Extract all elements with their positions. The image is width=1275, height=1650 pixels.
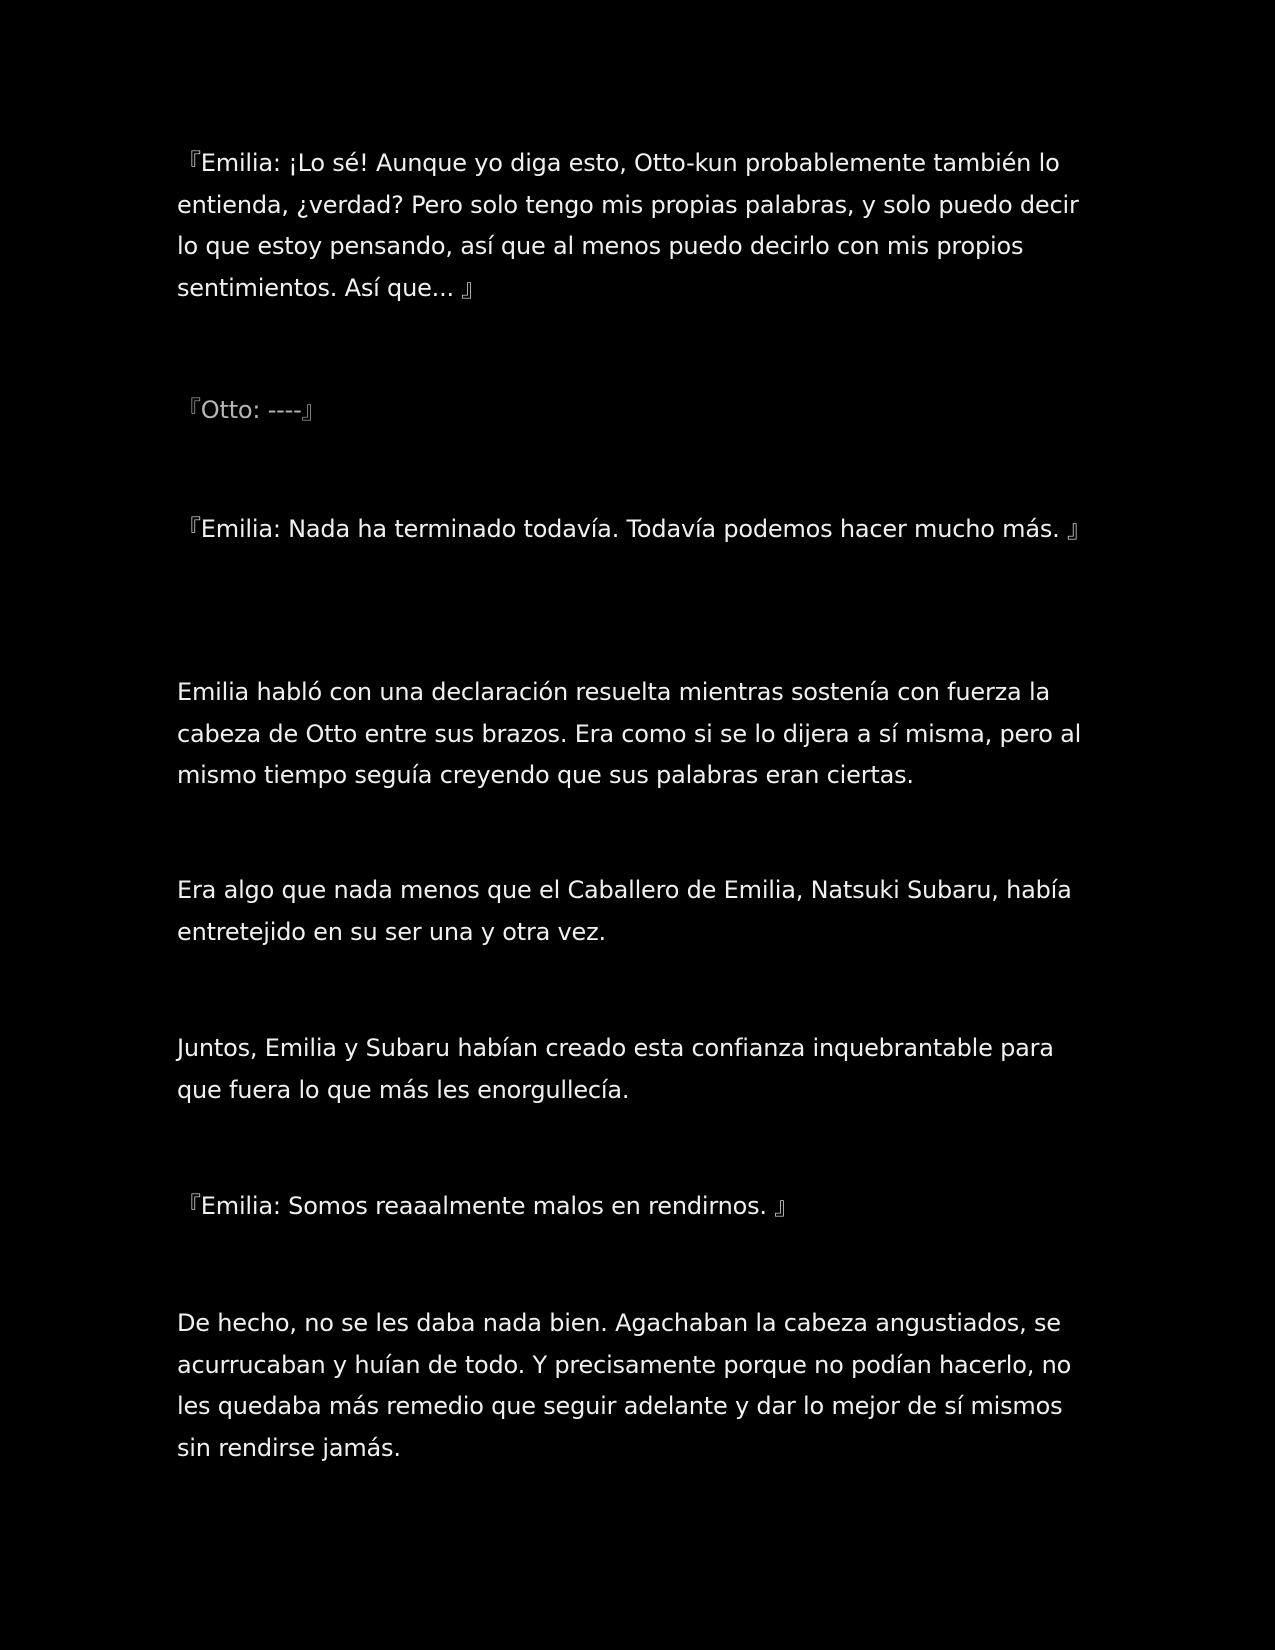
paragraph-emilia-lo-se: 『Emilia: ¡Lo sé! Aunque yo diga esto, Otto-kun probablemente también lo entienda, ¿verdad? Pero solo tengo mis propias palabras, y solo puedo decir lo que estoy pensando, así que al menos puedo decirlo con mis propios sentimientos. Así que... 』	[177, 149, 1079, 302]
paragraph-narration-de-hecho: De hecho, no se les daba nada bien. Agachaban la cabeza angustiados, se acurrucaban y huían de todo. Y precisamente porque no podían hacerlo, no les quedaba más remedio que seguir adelante y dar lo mejor de sí mismos sin rendirse jamás.	[177, 1309, 1072, 1462]
paragraph-narration-caballero: Era algo que nada menos que el Caballero de Emilia, Natsuki Subaru, había entretejido en su ser una y otra vez.	[177, 876, 1072, 946]
paragraph-narration-declaracion: Emilia habló con una declaración resuelta mientras sostenía con fuerza la cabeza de Otto entre sus brazos. Era como si se lo dijera a sí misma, pero al mismo tiempo seguía creyendo que sus palabras eran ciertas.	[177, 678, 1082, 789]
paragraph-otto-silence: 『Otto: ----』	[177, 396, 326, 424]
paragraph-emilia-nada-ha-terminado: 『Emilia: Nada ha terminado todavía. Todavía podemos hacer mucho más. 』	[177, 515, 1091, 543]
paragraph-emilia-rendirnos: 『Emilia: Somos reaaalmente malos en rendirnos. 』	[177, 1192, 799, 1220]
paragraph-narration-confianza: Juntos, Emilia y Subaru habían creado esta confianza inquebrantable para que fuera lo que más les enorgullecía.	[177, 1034, 1054, 1104]
